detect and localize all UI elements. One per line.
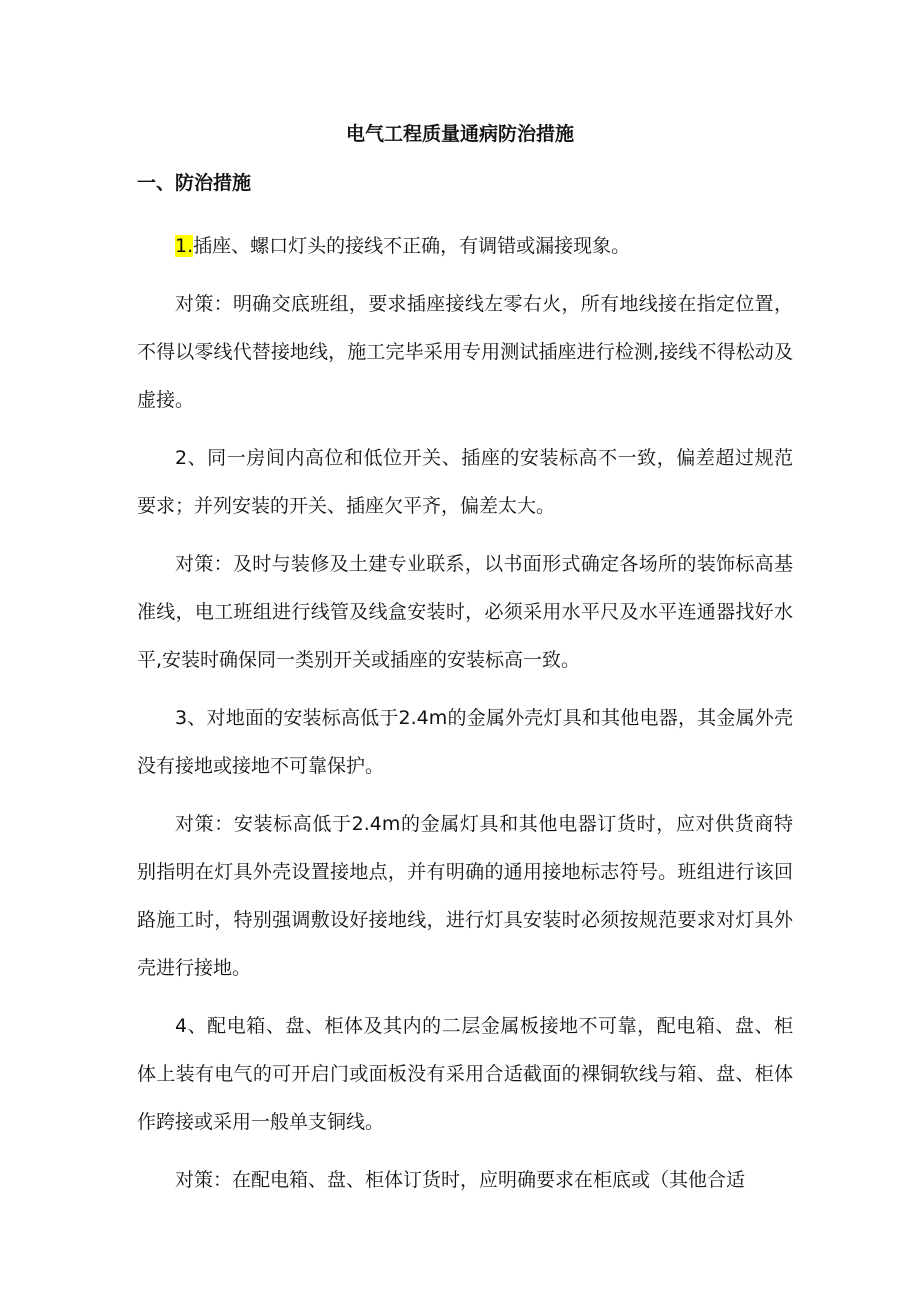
item-1-paragraph [137,222,793,270]
item-2-countermeasure: 对策：及时与装修及土建专业联系，以书面形式确定各场所的装饰标高基准线，电工班组进行线管及线盒安装时，必须采用水平尺及水平连通器找好水平,安装时确保同一类别开关或插座的安装标高一致。 [137,553,793,671]
document-title: 电气工程质量通病防治措施 [345,123,574,145]
item-3-countermeasure: 对策：安装标高低于2.4m的金属灯具和其他电器订货时，应对供货商特别指明在灯具外壳设置接地点，并有明确的通用接地标志符号。班组进行该回路施工时，特别强调敷设好接地线，进行灯具安装时必须按规范要求对灯具外壳进行接地。 [137,813,793,979]
item-2-paragraph: 2、同一房间内高位和低位开关、插座的安装标高不一致，偏差超过规范要求；并列安装的开关、插座欠平齐，偏差太大。 [137,447,793,517]
section-heading: 一、防治措施 [137,172,252,194]
item-4-countermeasure: 对策：在配电箱、盘、柜体订货时，应明确要求在柜底或（其他合适 [175,1169,746,1191]
item-1-number-highlight: 1. [175,235,194,257]
item-1-countermeasure: 对策：明确交底班组，要求插座接线左零右火，所有地线接在指定位置，不得以零线代替接地线，施工完毕采用专用测试插座进行检测,接线不得松动及虚接。 [137,293,793,411]
item-3-paragraph: 3、对地面的安装标高低于2.4m的金属外壳灯具和其他电器，其金属外壳没有接地或接地不可靠保护。 [137,707,793,777]
item-4-paragraph: 4、配电箱、盘、柜体及其内的二层金属板接地不可靠，配电箱、盘、柜体上装有电气的可开启门或面板没有采用合适截面的裸铜软线与箱、盘、柜体作跨接或采用一般单支铜线。 [137,1015,793,1133]
item-1-text: 插座、螺口灯头的接线不正确，有调错或漏接现象。 [193,235,631,257]
document-body [137,222,793,1214]
